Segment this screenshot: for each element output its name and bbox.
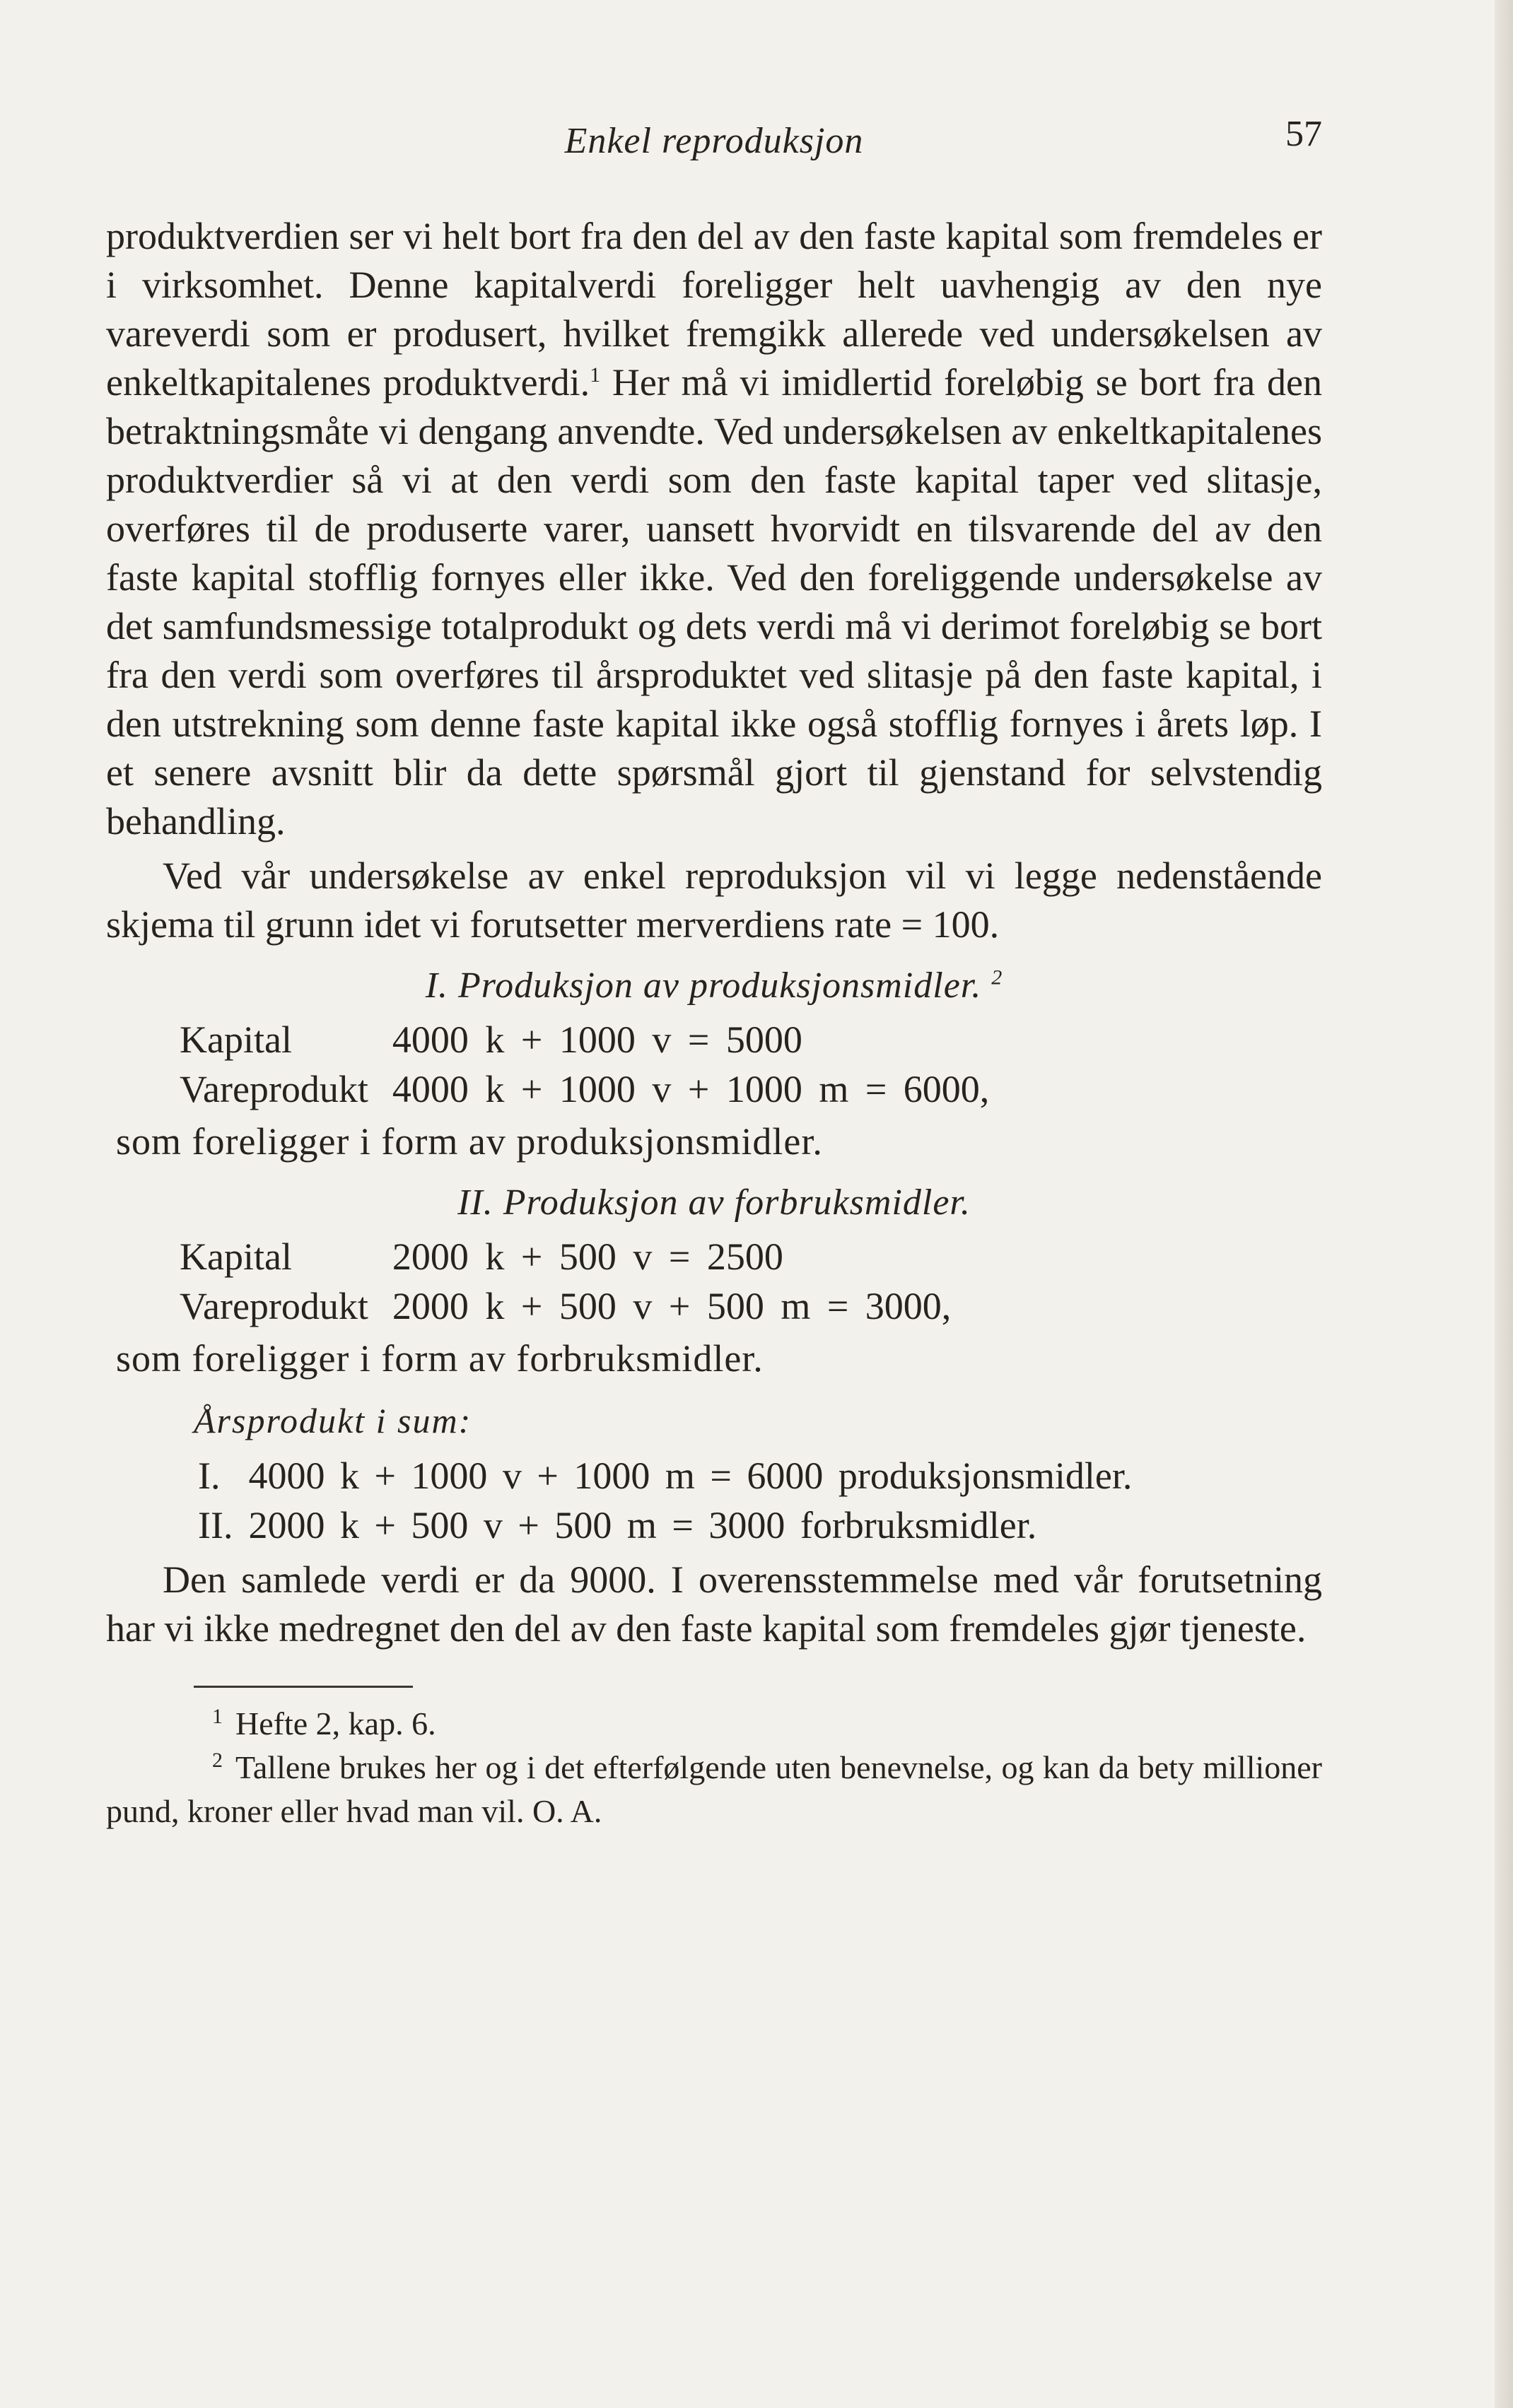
section-2-note: som foreligger i form av forbruksmidler. xyxy=(116,1337,764,1380)
paragraph-1-text: produktverdien ser vi helt bort fra den del av den faste kapital som fremdeles er i virksomhet. Denne kapitalverdi foreligger helt uavhengig av den nye vareverdi som er produsert, hvilket fremgikk allerede ved undersøkelsen av enkeltkapitalenes produktverdi. xyxy=(106,215,1322,404)
schema-row-expression: 2000 k + 500 v + 500 m = 3000, xyxy=(392,1285,952,1327)
footnote-2 xyxy=(106,1746,1322,1833)
schema-row xyxy=(180,1018,989,1067)
schema-row xyxy=(180,1235,951,1284)
footnote-2-text: Tallene brukes her og i det efterfølgende uten benevnelse, og kan da bety millioner pund, kroner eller hvad man vil. O. A. xyxy=(106,1749,1322,1829)
section-2-heading: II. Produksjon av forbruksmidler. xyxy=(457,1182,971,1223)
footnote-ref-2[interactable]: 2 xyxy=(991,965,1003,989)
schema-row-label: Kapital xyxy=(180,1235,292,1278)
schema-row-expression: 4000 k + 1000 v = 5000 xyxy=(392,1018,802,1061)
paragraph-1-continued: Her må vi imidlertid foreløbig se bort fra den betraktningsmåte vi dengang anvendte. Ved undersøkelsen av enkeltkapitalenes produktverdier så vi at den verdi som den faste kapital taper ved slitasje, overføres til de produserte varer, uansett hvorvidt en tilsvarende del av den faste kapital stofflig fornyes eller ikke. Ved den foreliggende undersøkelse av det samfundsmessige totalprodukt og dets verdi må vi derimot foreløbig se bort fra den verdi som overføres til årsproduktet ved slitasje på den faste kapital, i den utstrekning som denne faste kapital ikke også stofflig fornyes i årets løp. I et senere avsnitt blir da dette spørsmål gjort til gjenstand for selvstendig behandling. xyxy=(106,361,1322,842)
sum-row-numeral: II. xyxy=(198,1504,233,1546)
running-title: Enkel reproduksjon xyxy=(564,121,864,161)
running-head xyxy=(106,113,1322,170)
schema-row xyxy=(180,1067,989,1117)
schema-row-label: Kapital xyxy=(180,1018,292,1061)
section-1-note: som foreligger i form av produksjonsmidler. xyxy=(116,1120,823,1163)
book-page xyxy=(106,0,1336,2408)
sum-row-expression: 4000 k + 1000 v + 1000 m = 6000 produksjonsmidler. xyxy=(248,1455,1133,1497)
sum-row xyxy=(198,1451,1132,1500)
paragraph-2: Ved vår undersøkelse av enkel reproduksjon vil vi legge nedenstående skjema til grunn idet vi forutsetter merverdiens rate = 100. xyxy=(106,854,1322,946)
annual-sum-table xyxy=(198,1451,1132,1550)
section-1-heading xyxy=(106,965,1322,1006)
footnote-1 xyxy=(212,1702,1322,1746)
schema-row-expression: 2000 k + 500 v = 2500 xyxy=(392,1235,783,1278)
closing-paragraph: Den samlede verdi er da 9000. I overensstemmelse med vår forutsetning har vi ikke medregnet den del av den faste kapital som fremdeles gjør tjeneste. xyxy=(106,1558,1322,1650)
schema-row-expression: 4000 k + 1000 v + 1000 m = 6000, xyxy=(392,1068,990,1110)
schema-row xyxy=(180,1284,951,1334)
footnote-1-text: Hefte 2, kap. 6. xyxy=(235,1705,436,1742)
body-text xyxy=(106,212,1322,1833)
schema-row-label: Vareprodukt xyxy=(180,1068,368,1110)
section-2-schema xyxy=(180,1235,951,1334)
sum-row-numeral: I. xyxy=(198,1455,221,1497)
footnote-ref-1[interactable]: 1 xyxy=(590,363,601,387)
page-number: 57 xyxy=(1285,114,1322,154)
page-edge-shadow xyxy=(1495,0,1513,2408)
annual-sum-heading: Årsprodukt i sum: xyxy=(194,1401,472,1440)
paragraph-1 xyxy=(106,212,1322,846)
footnote-2-mark: 2 xyxy=(212,1748,223,1772)
footnote-divider xyxy=(194,1686,413,1688)
section-1-schema xyxy=(180,1018,989,1117)
schema-row-label: Vareprodukt xyxy=(180,1285,368,1327)
section-1-heading-text: I. Produksjon av produksjonsmidler. xyxy=(425,965,982,1006)
footnote-1-mark: 1 xyxy=(212,1704,223,1728)
sum-row xyxy=(198,1500,1132,1550)
sum-row-expression: 2000 k + 500 v + 500 m = 3000 forbruksmidler. xyxy=(248,1504,1037,1546)
